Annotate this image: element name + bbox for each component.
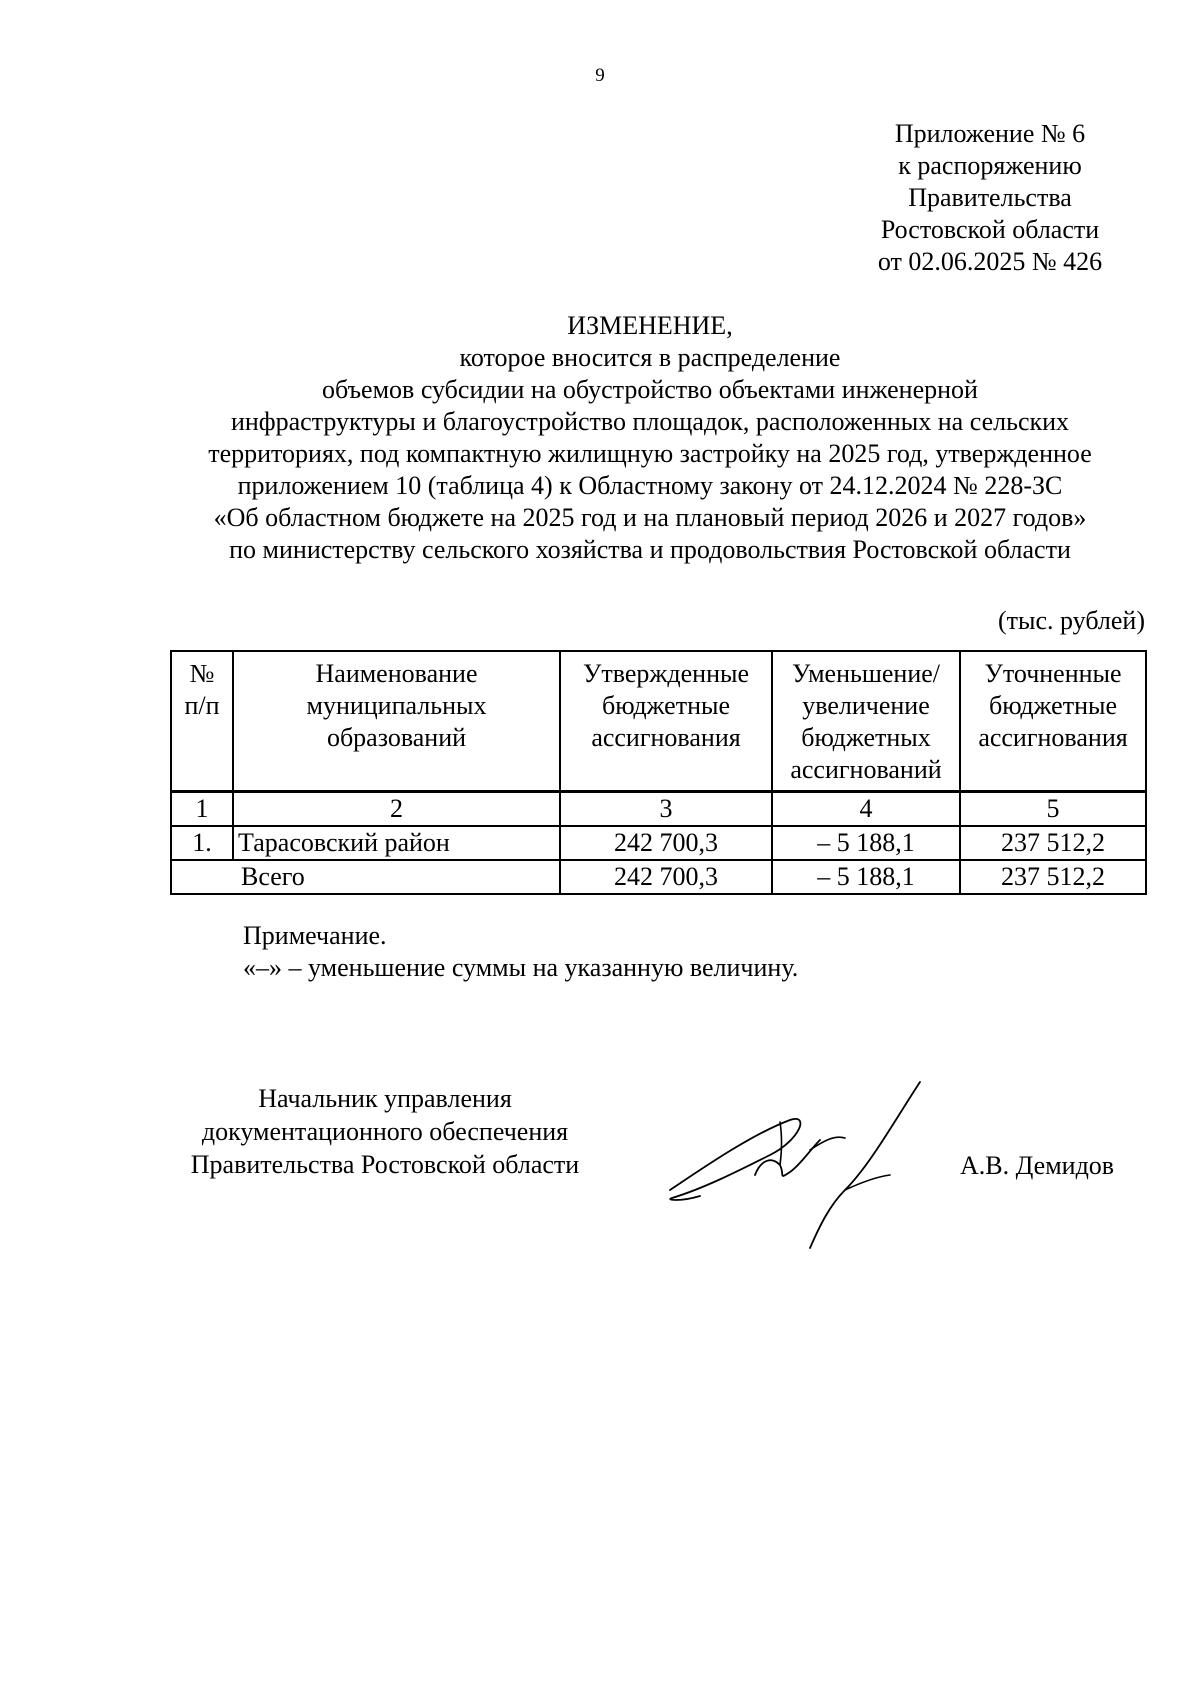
change-value: – 5 188,1 xyxy=(772,826,960,860)
position-line: Начальник управления xyxy=(258,1084,512,1113)
subsidy-table xyxy=(170,650,1147,895)
total-change: – 5 188,1 xyxy=(772,860,960,894)
document-title xyxy=(150,310,1150,566)
header-cell-municipality: Наименование муниципальных образований xyxy=(233,651,560,792)
refined-value: 237 512,2 xyxy=(960,826,1146,860)
header-cell-number: № п/п xyxy=(171,651,233,792)
note-title: Примечание. xyxy=(243,921,387,950)
appendix-line: от 02.06.2025 № 426 xyxy=(877,247,1103,276)
table-header-row xyxy=(171,651,1146,792)
column-number: 3 xyxy=(560,792,772,827)
column-number: 5 xyxy=(960,792,1146,827)
header-cell-change: Уменьшение/ увеличение бюджетных ассигнований xyxy=(772,651,960,792)
header-cell-approved: Утвержденные бюджетные ассигнования xyxy=(560,651,772,792)
units-label: (тыс. рублей) xyxy=(997,606,1145,635)
signatory-name: А.В. Демидов xyxy=(960,1151,1115,1180)
total-approved: 242 700,3 xyxy=(560,860,772,894)
header-cell-refined: Уточненные бюджетные ассигнования xyxy=(960,651,1146,792)
title-line: ИЗМЕНЕНИЕ, xyxy=(567,311,733,340)
column-number: 2 xyxy=(233,792,560,827)
row-number: 1. xyxy=(171,826,233,860)
signatory-position xyxy=(170,1083,600,1182)
appendix-line: к распоряжению xyxy=(898,151,1082,180)
column-number: 1 xyxy=(171,792,233,827)
appendix-block xyxy=(830,118,1150,278)
note-block xyxy=(243,920,1043,984)
appendix-line: Ростовской области xyxy=(880,215,1100,244)
handwritten-signature xyxy=(660,1080,950,1250)
appendix-line: Правительства xyxy=(908,183,1072,212)
title-line: инфраструктуры и благоустройство площадок, расположенных на сельских xyxy=(230,407,1070,436)
title-line: по министерству сельского хозяйства и продовольствия Ростовской области xyxy=(229,535,1071,564)
title-line: объемов субсидии на обустройство объектами инженерной xyxy=(322,375,978,404)
note-text: «–» – уменьшение суммы на указанную величину. xyxy=(243,953,799,982)
total-row xyxy=(171,860,1146,894)
column-number-row xyxy=(171,792,1146,827)
position-line: Правительства Ростовской области xyxy=(190,1150,580,1179)
page-number: 9 xyxy=(595,65,605,86)
total-empty-cell xyxy=(171,860,233,894)
position-line: документационного обеспечения xyxy=(201,1117,569,1146)
total-label: Всего xyxy=(233,860,560,894)
municipality-name: Тарасовский район xyxy=(233,826,560,860)
approved-value: 242 700,3 xyxy=(560,826,772,860)
title-line: территориях, под компактную жилищную застройку на 2025 год, утвержденное xyxy=(208,439,1092,468)
total-refined: 237 512,2 xyxy=(960,860,1146,894)
title-line: «Об областном бюджете на 2025 год и на плановый период 2026 и 2027 годов» xyxy=(213,503,1087,532)
table-row xyxy=(171,826,1146,860)
column-number: 4 xyxy=(772,792,960,827)
appendix-line: Приложение № 6 xyxy=(894,119,1086,148)
title-line: которое вносится в распределение xyxy=(459,343,841,372)
title-line: приложением 10 (таблица 4) к Областному закону от 24.12.2024 № 228-ЗС xyxy=(237,471,1063,500)
